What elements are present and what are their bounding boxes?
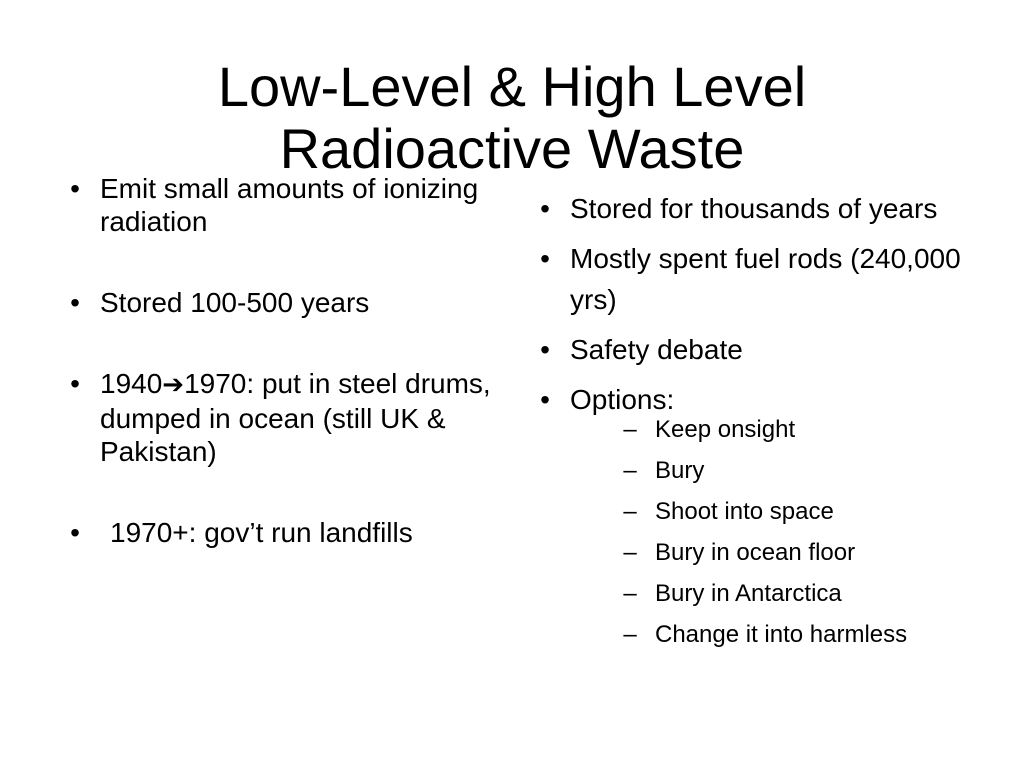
option-text: Keep onsight [655,416,796,443]
bullet-marker: • [540,384,550,415]
bullet-marker: • [70,173,80,204]
dash-marker: – [623,539,637,566]
bullet-text [100,368,491,467]
left-bullet-list [60,172,500,597]
year-start: 1940 [100,368,163,399]
option-text: Bury in Antarctica [655,580,842,607]
option-item [570,416,970,444]
slide-title-line-1: Low-Level & High Level [217,54,807,118]
bullet-text: 1970+: gov’t run landfills [110,517,413,548]
dash-marker: – [623,498,637,525]
left-bullet-item [60,516,500,549]
bullet-text: Mostly spent fuel rods (240,000 yrs) [570,243,961,315]
dash-marker: – [623,457,637,484]
bullet-marker: • [70,517,80,548]
right-bullet-item [530,329,970,370]
option-item [570,580,970,608]
left-bullet-item [60,172,500,238]
bullet-marker: • [70,368,80,399]
option-text: Change it into harmless [655,621,908,648]
option-item [570,498,970,526]
dash-marker: – [623,416,637,443]
option-item [570,539,970,567]
option-item [570,621,970,649]
option-text: Bury [655,457,705,484]
bullet-marker: • [540,243,550,274]
right-bullet-item [530,188,970,229]
bullet-text: Options: [570,384,675,415]
bullet-marker: • [70,287,80,318]
bullet-marker: • [540,334,550,365]
left-bullet-item [60,286,500,319]
bullet-text: Stored for thousands of years [570,193,938,224]
right-bullet-list [530,188,970,662]
option-text: Bury in ocean floor [655,539,856,566]
year-end-text: 1970: put in steel drums, dumped in ocean (still UK & Pakistan) [100,368,491,467]
slide-title [60,56,964,180]
bullet-text: Stored 100-500 years [100,287,370,318]
slide-title-line-2: Radioactive Waste [279,116,745,180]
bullet-text: Emit small amounts of ionizing radiation [100,173,479,237]
bullet-text: Safety debate [570,334,743,365]
option-text: Shoot into space [655,498,834,525]
dash-marker: – [623,580,637,607]
bullet-marker: • [540,193,550,224]
right-bullet-item [530,379,970,649]
right-arrow-icon: ➔ [162,370,185,400]
dash-marker: – [623,621,637,648]
options-sub-list [570,416,970,649]
right-bullet-item [530,238,970,320]
option-item [570,457,970,485]
left-bullet-item [60,367,500,468]
